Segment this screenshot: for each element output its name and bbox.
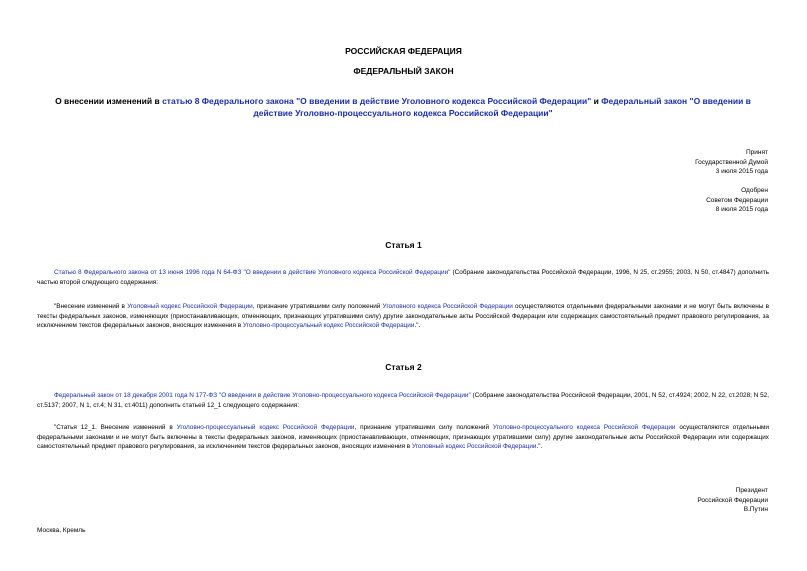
article1-text: (Собрание законодательства Российской Федерации, 1996, N 25, ст.2955; 2003, N 50, ст.4847) дополнить частью второй следующего содержания: <box>37 269 769 286</box>
header-doc-type: ФЕДЕРАЛЬНЫЙ ЗАКОН <box>353 66 454 76</box>
article1-link-procedure-code[interactable]: Уголовно-процессуальный кодекс Российской Федерации <box>242 322 415 330</box>
article2-heading: Статья 2 <box>385 362 422 372</box>
adopted-by: Государственной Думой <box>695 158 768 166</box>
title-middle: и <box>591 96 602 106</box>
article1-quote-part: "Внесение изменений в <box>54 303 128 310</box>
header-country: РОССИЙСКАЯ ФЕДЕРАЦИЯ <box>345 46 462 56</box>
approved-date: 8 июля 2015 года <box>715 206 768 213</box>
signature-position: Президент <box>735 487 768 494</box>
title-prefix: О внесении изменений в <box>55 96 163 106</box>
article2-text: (Собрание законодательства Российской Федерации, 2001, N 52, ст.4924; 2002, N 22, ст.2028; N 52, ст.5137; 2007, N 1, ст.4; N 31, ст.4011) дополнить статьей 12_1 следующего содержания: <box>37 392 769 409</box>
article2-quote-end: .". <box>536 443 543 451</box>
article2-link-law[interactable]: Федеральный закон от 18 декабря 2001 года N 177-ФЗ "О введении в действие Уголовно-процессуального кодекса Российской Федерации" <box>54 392 471 399</box>
signature-block <box>697 486 768 515</box>
article1-quote-part: , признание утратившими силу положений <box>252 303 383 310</box>
article2-quote <box>37 423 769 452</box>
article1-quote-end: .". <box>414 322 421 330</box>
article1-quote-part: осуществляются отдельными федеральными законами и не могут быть включены в тексты федеральных законов, изменяющих (приостанавливающих, отменяющих, признающих утратившими силу) другие законодательные акты Российской Федерации или содержащих самостоятельный предмет правового регулирования, за исключением текстов федеральных законов, вносящих изменения в <box>37 303 769 330</box>
adoption-block <box>695 148 768 215</box>
law-title <box>37 95 769 119</box>
title-link-law[interactable]: Федеральный закон "О введении в действие Уголовно-процессуального кодекса Российской Федерации" <box>253 96 751 118</box>
article2-quote-part: "Статья 12_1. Внесение изменений в <box>54 424 177 431</box>
article2-paragraph <box>37 391 769 410</box>
article2-link-procedure-code-2[interactable]: Уголовно-процессуального кодекса Российской Федерации <box>492 424 676 431</box>
article1-heading: Статья 1 <box>385 240 422 250</box>
approved-label: Одобрен <box>741 187 768 194</box>
article2-quote-part: , признание утратившими силу положений <box>354 424 493 431</box>
approved-by: Советом Федерации <box>706 196 768 204</box>
title-link-article8[interactable]: статью 8 Федерального закона "О введении в действие Уголовного кодекса Российской Федерации" <box>162 96 592 106</box>
article2-quote-part: осуществляются отдельными федеральными законами и не могут быть включены в тексты федеральных законов, изменяющих (приостанавливающих, отменяющих, признающих утратившими силу) другие законодательные акты Российской Федерации или содержащих самостоятельный предмет правового регулирования, за исключением текстов федеральных законов, вносящих изменения в <box>37 424 770 451</box>
article1-paragraph <box>37 268 769 287</box>
article1-quote <box>37 302 769 331</box>
signature-name: В.Путин <box>743 506 768 513</box>
article2-link-criminal-code[interactable]: Уголовный кодекс Российской Федерации <box>411 443 537 451</box>
adopted-label: Принят <box>745 149 768 156</box>
article1-link-criminal-code[interactable]: Уголовный кодекс Российской Федерации <box>127 303 253 310</box>
adopted-date: 3 июля 2015 года <box>715 168 768 175</box>
article1-link-law[interactable]: Статью 8 Федерального закона от 13 июня 1996 года N 64-ФЗ "О введении в действие Уголовного кодекса Российской Федерации" <box>54 269 451 276</box>
article2-link-procedure-code[interactable]: Уголовно-процессуальный кодекс Российской Федерации <box>176 424 355 431</box>
signing-place: Москва, Кремль <box>37 527 86 534</box>
signature-country: Российской Федерации <box>697 496 768 504</box>
article1-link-criminal-code-2[interactable]: Уголовного кодекса Российской Федерации <box>382 303 513 310</box>
